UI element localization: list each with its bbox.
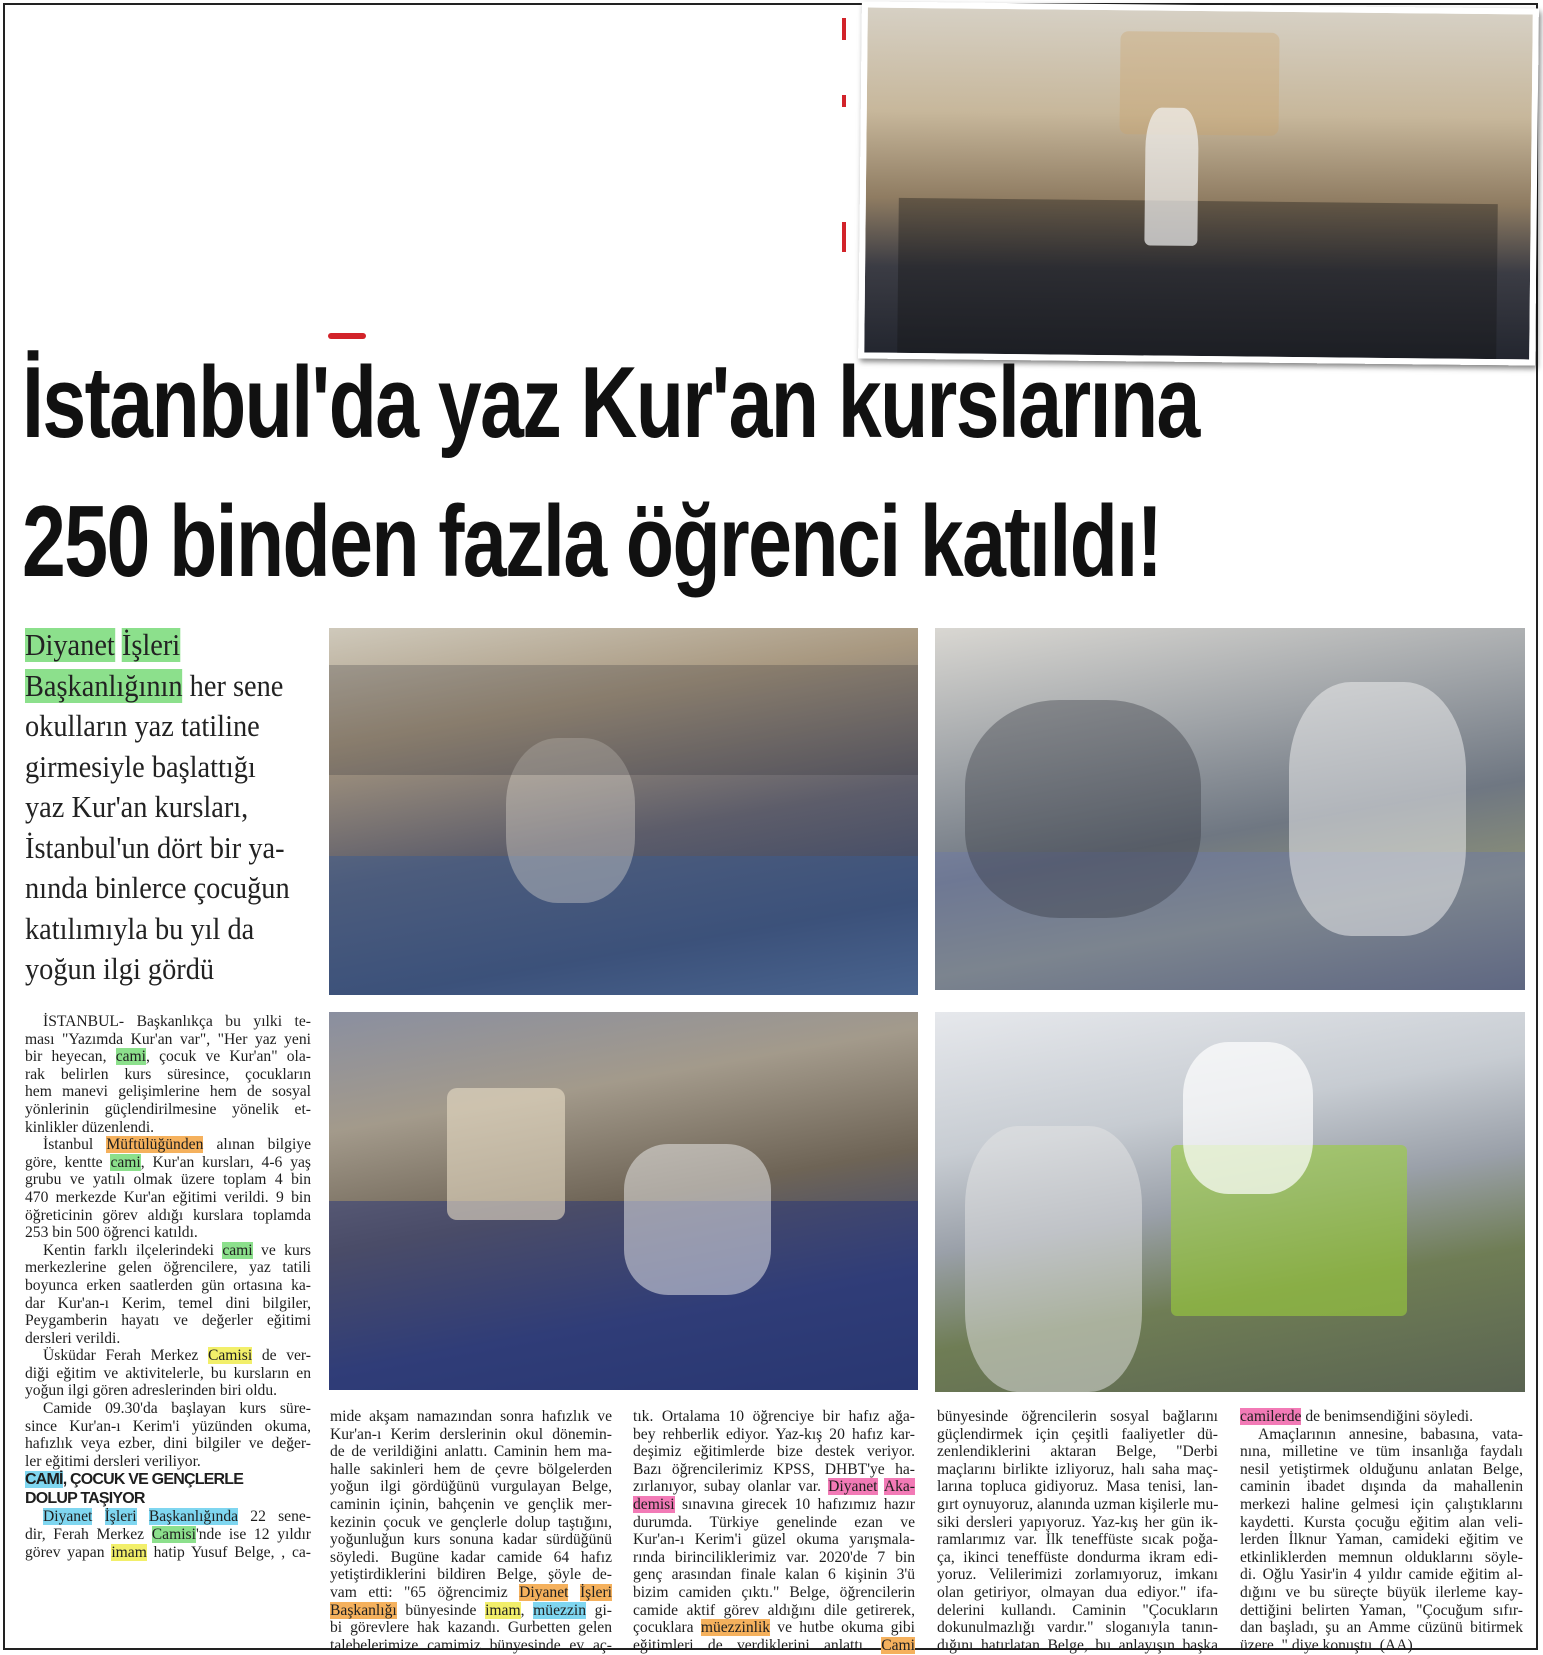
text-run: vam etti: "65 öğrencimiz: [330, 1583, 520, 1601]
text-run: , çocuk ve Kur'an" ola-: [146, 1048, 311, 1066]
article-line: [25, 1382, 311, 1400]
text-run: Kur'an-ı Kerim'i güzel okuma yarışmala-: [633, 1531, 915, 1549]
text-run: merkezi haline gelmesi için çalıştıklarını: [1240, 1495, 1523, 1513]
text-run: ,: [520, 1601, 534, 1619]
lead-paragraph: [25, 625, 325, 990]
text-run: çocuklara: [633, 1619, 701, 1637]
article-line: [937, 1443, 1218, 1461]
highlighted-word: İşleri: [121, 628, 181, 662]
lead-line: [25, 625, 304, 666]
text-run: ça, ikinci teneffüste dondurma ikram edi-: [937, 1548, 1218, 1566]
text-run: di. Oğlu Yasir'in 4 yıldır camide eğitim al-: [1240, 1566, 1523, 1584]
lead-line: [25, 868, 304, 909]
text-run: ması "Yazımda Kur'an var", "Her yaz yeni: [25, 1030, 311, 1048]
article-line: [633, 1531, 915, 1549]
highlighted-word: demisi: [633, 1495, 675, 1513]
text-run: yönlerinin güçlendirilmesine yönelik et-: [25, 1100, 311, 1118]
article-line: [633, 1443, 915, 1461]
text-run: rında birinciliklerimiz var. 2020'de 7 bin: [633, 1548, 915, 1566]
article-line: [937, 1637, 1218, 1655]
text-run: genç arasından finale kalan 6 kişinin 3'ü: [633, 1566, 915, 1584]
text-run: yetiştirdiklerini bildiren Belge, şöyle de-: [330, 1566, 612, 1584]
text-run: etkinliklerden memnun olduklarını söyle-: [1240, 1548, 1523, 1566]
article-line: [25, 1048, 311, 1066]
highlighted-word: Diyanet: [519, 1583, 569, 1601]
highlighted-word: İşleri: [579, 1583, 612, 1601]
highlighted-word: Aka-: [883, 1478, 915, 1496]
text-run: Kentin farklı ilçelerindeki: [43, 1241, 223, 1259]
text-run: [137, 1508, 149, 1525]
text-run: [92, 1508, 104, 1525]
article-line: [25, 1418, 311, 1436]
article-line: [937, 1531, 1218, 1549]
lead-line: [25, 949, 304, 990]
text-run: caminin içinin, bahçenin ve gençlik mer-: [330, 1495, 612, 1513]
article-line: [330, 1566, 612, 1584]
highlighted-word: Camisi: [207, 1347, 253, 1365]
article-line: [937, 1566, 1218, 1584]
article-line: [937, 1549, 1218, 1567]
text-run: bünyesinde öğrencilerin sosyal bağlarını: [937, 1408, 1218, 1425]
text-run: dir, Ferah Merkez: [25, 1526, 152, 1544]
article-line: [25, 1312, 311, 1330]
text-run: bizim camiden çıktı." Belge, öğrencilerin: [633, 1583, 915, 1601]
article-line: [937, 1496, 1218, 1514]
text-run: okulların yaz tatiline: [25, 709, 260, 743]
article-line: [1240, 1637, 1523, 1655]
text-run: dettiğini belirten Yaman, "Çocuğum sıfır-: [1240, 1601, 1523, 1619]
highlighted-word: Diyanet: [43, 1508, 93, 1526]
red-mark: [842, 95, 846, 107]
article-column-5: [1240, 1408, 1523, 1654]
text-run: bünyesinde: [396, 1601, 486, 1619]
article-line: [1240, 1478, 1523, 1496]
text-run: boyunca erken saatlerden gün ortasına ka-: [25, 1276, 311, 1294]
article-line: [937, 1584, 1218, 1602]
article-line: [25, 1136, 311, 1154]
text-run: since Kur'an-ı Kerim'i yüzünden okuma,: [25, 1417, 311, 1435]
text-run: dokunulmazlığı vardır." sloganıyla tanın-: [937, 1619, 1218, 1637]
article-line: [633, 1426, 915, 1444]
text-run: camide aktif görev aldığını dile getirerek,: [633, 1601, 915, 1619]
text-run: girmesiyle başlattığı: [25, 749, 256, 784]
text-run: ve hutbe okuma gibi: [770, 1619, 915, 1637]
text-run: 470 merkezde Kur'an eğitimi verildi. 9 bin: [25, 1188, 311, 1206]
article-line: [1240, 1584, 1523, 1602]
article-line: [1240, 1426, 1523, 1444]
highlighted-word: Camisi: [151, 1526, 196, 1544]
text-run: zenlendiklerini aktaran Belge, "Derbi: [937, 1443, 1218, 1461]
lead-line: [25, 747, 304, 788]
article-line: [25, 1207, 311, 1225]
imam-with-children-photo: [329, 628, 918, 995]
article-line: [937, 1478, 1218, 1496]
text-run: olan getiriyor, olmayan dua ediyor." ifa-: [937, 1583, 1218, 1601]
text-run: alınan bilgiye: [203, 1136, 311, 1154]
text-run: larına topluca gidiyoruz. Masa tenisi, lan-: [937, 1478, 1218, 1496]
text-run: 253 bin 500 öğrenci katıldı.: [25, 1224, 198, 1242]
article-line: [633, 1619, 915, 1637]
text-run: rak belirlen kurs süresince, çocukların: [25, 1065, 311, 1083]
mosque-class-photo: [858, 1, 1539, 365]
text-run: ramlarımız var. İlk teneffüste sıcak poğa-: [937, 1531, 1218, 1549]
highlighted-word: Diyanet: [25, 628, 115, 662]
text-run: bir heyecan,: [25, 1048, 116, 1066]
text-run: görev yapan: [25, 1543, 112, 1561]
article-line: [330, 1619, 612, 1637]
article-line: [633, 1566, 915, 1584]
article-line: [25, 1031, 311, 1049]
article-line: [25, 1526, 311, 1544]
highlighted-word: cami: [110, 1153, 141, 1171]
article-line: [1240, 1531, 1523, 1549]
text-run: Üsküdar Ferah Merkez: [43, 1347, 208, 1365]
article-line: [25, 1083, 311, 1101]
text-run: yaz Kur'an kursları,: [25, 790, 249, 824]
article-line: [1240, 1619, 1523, 1637]
article-line: [937, 1514, 1218, 1532]
article-line: [330, 1514, 612, 1532]
highlighted-word: imam: [111, 1543, 147, 1561]
text-run: grubu ve yatılı olmak üzere toplam 4 bin: [25, 1171, 311, 1189]
text-run: dar Kur'an-ı Kerim, temel dini bilgiler,: [25, 1294, 311, 1312]
text-run: DOLUP TAŞIYOR: [25, 1490, 145, 1508]
text-run: yoğunluğun kurs sonuna kadar sürdüğünü: [330, 1531, 612, 1549]
lead-line: [25, 787, 304, 828]
text-run: 22 sene-: [238, 1508, 311, 1526]
text-run: ler eğitimi dersleri veriliyor.: [25, 1452, 201, 1470]
article-line: [937, 1408, 1218, 1426]
article-line: [330, 1408, 612, 1426]
article-line: [25, 1013, 311, 1031]
text-run: nesil yetiştirmek olduğunu anlatan Belge,: [1240, 1460, 1523, 1478]
text-run: [878, 1478, 884, 1495]
text-run: [568, 1584, 579, 1601]
article-line: [330, 1496, 612, 1514]
article-line: [1240, 1443, 1523, 1461]
text-run: caminin ibadet dışında da mahallenin: [1240, 1478, 1523, 1496]
children-playing-photo: [935, 628, 1525, 990]
highlighted-word: Cami: [881, 1636, 915, 1654]
article-line: [633, 1408, 915, 1426]
article-line: [330, 1584, 612, 1602]
article-line: [633, 1549, 915, 1567]
text-run: merkezlerine gelen öğrencilere, yaz tatili: [25, 1259, 311, 1277]
article-line: [330, 1602, 612, 1620]
text-run: 'nde ise 12 yıldır: [195, 1526, 311, 1544]
lead-line: [25, 909, 304, 950]
highlighted-word: cami: [222, 1241, 253, 1259]
article-line: [1240, 1549, 1523, 1567]
lead-line: [25, 828, 304, 869]
headline-line-1: İstanbul'da yaz Kur'an kurslarına: [22, 347, 1199, 459]
article-line: [25, 1508, 311, 1526]
article-line: [633, 1496, 915, 1514]
lead-line: [25, 706, 304, 747]
article-line: [330, 1637, 612, 1655]
article-line: [1240, 1496, 1523, 1514]
article-column-2: [330, 1408, 612, 1654]
red-mark: [842, 222, 846, 252]
text-run: deşimiz eğitimlerde bize destek veriyor.: [633, 1443, 915, 1461]
text-run: halle sakinleri hem de çevre bölgelerden: [330, 1460, 612, 1478]
article-column-4: [937, 1408, 1218, 1654]
highlighted-word: cami: [115, 1048, 146, 1066]
lead-line: [25, 666, 304, 707]
text-run: Kur'an-ı Kerim derslerinin okul dönemin-: [330, 1425, 612, 1443]
article-line: [937, 1602, 1218, 1620]
subheading-line: [25, 1470, 311, 1489]
subheading-line: [25, 1489, 311, 1508]
article-line: [330, 1478, 612, 1496]
article-line: [25, 1330, 311, 1348]
text-run: hem manevi gelişimlerine hem de sosyal: [25, 1083, 311, 1101]
highlighted-word: müezzinlik: [700, 1619, 771, 1637]
text-run: dan başladı, şu an Amme cüzünü bitirmek: [1240, 1619, 1523, 1637]
article-line: [25, 1365, 311, 1383]
article-line: [25, 1295, 311, 1313]
article-line: [25, 1101, 311, 1119]
text-run: zırlanıyor, subay olanlar var.: [633, 1478, 829, 1496]
text-run: dığını ve bu süreçte büyük ilerleme kay-: [1240, 1583, 1523, 1601]
text-run: de benimsendiğini söyledi.: [1301, 1408, 1473, 1425]
text-run: Camide 09.30'da başlayan kurs süre-: [43, 1400, 311, 1418]
article-line: [25, 1400, 311, 1418]
text-run: kezinin çocuk ve gençlerle dolup taştığını,: [330, 1513, 612, 1531]
text-run: lerden İlknur Yaman, camideki eğitim ve: [1240, 1531, 1523, 1549]
article-line: [25, 1453, 311, 1471]
text-run: gırt oynuyoruz, alanında uzman kişilerle mu-: [937, 1495, 1219, 1513]
text-run: sınavına girecek 10 hafızımız hazır: [674, 1495, 915, 1513]
article-line: [937, 1426, 1218, 1444]
text-run: diği eğitim ve aktivitelerle, bu kursların en: [25, 1364, 311, 1382]
highlighted-word: camilerde: [1240, 1408, 1302, 1425]
text-run: talebelerimize camimiz bünyesinde ev aç-: [330, 1636, 612, 1654]
article-line: [25, 1277, 311, 1295]
article-line: [25, 1224, 311, 1242]
article-line: [633, 1478, 915, 1496]
article-column-1: [25, 1013, 311, 1561]
text-run: katılımıyla bu yıl da: [25, 911, 255, 946]
article-line: [25, 1259, 311, 1277]
text-run: öğreticinin görev aldığı kurslara toplamda: [25, 1206, 311, 1224]
article-line: [633, 1584, 915, 1602]
text-run: İstanbul: [43, 1136, 107, 1154]
text-run: bi görevlere hak kazandı. Gurbetten gelen: [330, 1619, 612, 1637]
text-run: delerini kullandı. Caminin "Çocukların: [937, 1601, 1218, 1619]
text-run: üzere. " diye konuştu. (AA): [1240, 1636, 1413, 1654]
article-line: [25, 1171, 311, 1189]
article-column-3: [633, 1408, 915, 1654]
article-line: [25, 1066, 311, 1084]
text-run: göre, kentte: [25, 1153, 111, 1171]
text-run: Bazı öğrencilerimiz KPSS, DHBT'ye ha-: [633, 1460, 915, 1478]
text-run: İSTANBUL- Başkanlıkça bu yılki te-: [43, 1013, 311, 1030]
text-run: her sene: [182, 668, 284, 703]
text-run: nında binlerce çocuğun: [25, 871, 290, 905]
text-run: tık. Ortalama 10 öğrenciye bir hafız ağa-: [633, 1408, 915, 1425]
article-line: [330, 1461, 612, 1479]
article-line: [1240, 1566, 1523, 1584]
highlighted-word: müezzin: [533, 1601, 586, 1619]
text-run: , ÇOCUK VE GENÇLERLE: [62, 1471, 244, 1489]
article-line: [937, 1461, 1218, 1479]
highlighted-word: Müftülüğünden: [106, 1136, 204, 1154]
article-line: [25, 1347, 311, 1365]
text-run: hatip Yusuf Belge, , ca-: [146, 1543, 311, 1561]
text-run: siki dersleri yapıyoruz. Yaz-kış her gün ik-: [937, 1513, 1218, 1531]
article-line: [330, 1426, 612, 1444]
text-run: İstanbul'un dört bir ya-: [25, 830, 285, 865]
text-run: gi-: [586, 1601, 612, 1619]
text-run: güçlendirmek için çeşitli faaliyetler dü-: [937, 1425, 1218, 1443]
text-run: bey rehberlik ediyor. Yaz-kış 20 hafız kar-: [633, 1425, 915, 1443]
red-mark: [842, 18, 846, 40]
highlighted-word: İşleri: [104, 1508, 137, 1526]
article-line: [633, 1602, 915, 1620]
article-line: [1240, 1461, 1523, 1479]
text-run: dığını hatırlatan Belge, bu anlayışın başka: [937, 1636, 1218, 1654]
text-run: mide akşam namazından sonra hafızlık ve: [330, 1408, 612, 1425]
text-run: hafızlık veya ezber, dini bilgiler ve değer-: [25, 1435, 311, 1453]
article-line: [25, 1189, 311, 1207]
article-line: [25, 1435, 311, 1453]
headline-line-2: 250 binden fazla öğrenci katıldı!: [22, 486, 1162, 598]
text-run: , Kur'an kursları, 4-6 yaş: [140, 1153, 311, 1171]
article-line: [25, 1119, 311, 1137]
text-run: de ver-: [252, 1347, 312, 1365]
highlighted-word: Diyanet: [828, 1478, 878, 1496]
text-run: Peygamberin hayatı ve değerler eğitimi: [25, 1312, 311, 1330]
highlighted-word: CAMİ: [25, 1471, 63, 1489]
text-run: yoruz. Velilerimizi zorlamıyoruz, imkanı: [937, 1566, 1218, 1584]
text-run: yoğun ilgi gören adreslerinden biri oldu.: [25, 1382, 278, 1400]
text-run: yoğun ilgi gördüğünü vurgulayan Belge,: [330, 1478, 612, 1496]
text-run: dersleri verildi.: [25, 1329, 121, 1347]
text-run: ve kurs: [252, 1241, 311, 1259]
text-run: söyledi. Bugüne kadar camide 64 hafız: [330, 1548, 612, 1566]
text-run: eğitimleri de verdiklerini anlattı.: [633, 1636, 882, 1654]
article-line: [1240, 1408, 1523, 1426]
article-line: [330, 1443, 612, 1461]
red-mark: [328, 333, 366, 339]
quran-reading-photo: [329, 1012, 918, 1390]
article-line: [330, 1531, 612, 1549]
article-line: [633, 1461, 915, 1479]
text-run: maçlarını birlikte izliyoruz, halı saha maç-: [937, 1460, 1218, 1478]
article-line: [937, 1619, 1218, 1637]
article-line: [330, 1549, 612, 1567]
article-line: [633, 1514, 915, 1532]
highlighted-word: Başkanlığında: [148, 1508, 239, 1526]
highlighted-word: Başkanlığının: [25, 668, 183, 703]
text-run: durumda. Türkiye genelinde ezan ve: [633, 1513, 915, 1531]
text-run: kinlikler düzenlendi.: [25, 1118, 155, 1136]
article-line: [1240, 1514, 1523, 1532]
article-line: [25, 1242, 311, 1260]
highlighted-word: imam: [485, 1601, 521, 1619]
highlighted-word: Başkanlığı: [330, 1601, 397, 1619]
text-run: kaydetti. Kursta çocuğu eğitim alan veli-: [1240, 1513, 1523, 1531]
table-football-photo: [935, 1012, 1525, 1392]
article-line: [1240, 1602, 1523, 1620]
text-run: de de verildiğini anlattı. Caminin hem ma-: [330, 1443, 612, 1461]
text-run: nına, milletine ve tüm insanlığa faydalı: [1240, 1443, 1523, 1461]
article-line: [633, 1637, 915, 1655]
article-line: [25, 1544, 311, 1562]
article-line: [25, 1154, 311, 1172]
text-run: yoğun ilgi gördü: [25, 952, 215, 986]
text-run: Amaçlarının annesine, babasına, vata-: [1258, 1425, 1523, 1443]
